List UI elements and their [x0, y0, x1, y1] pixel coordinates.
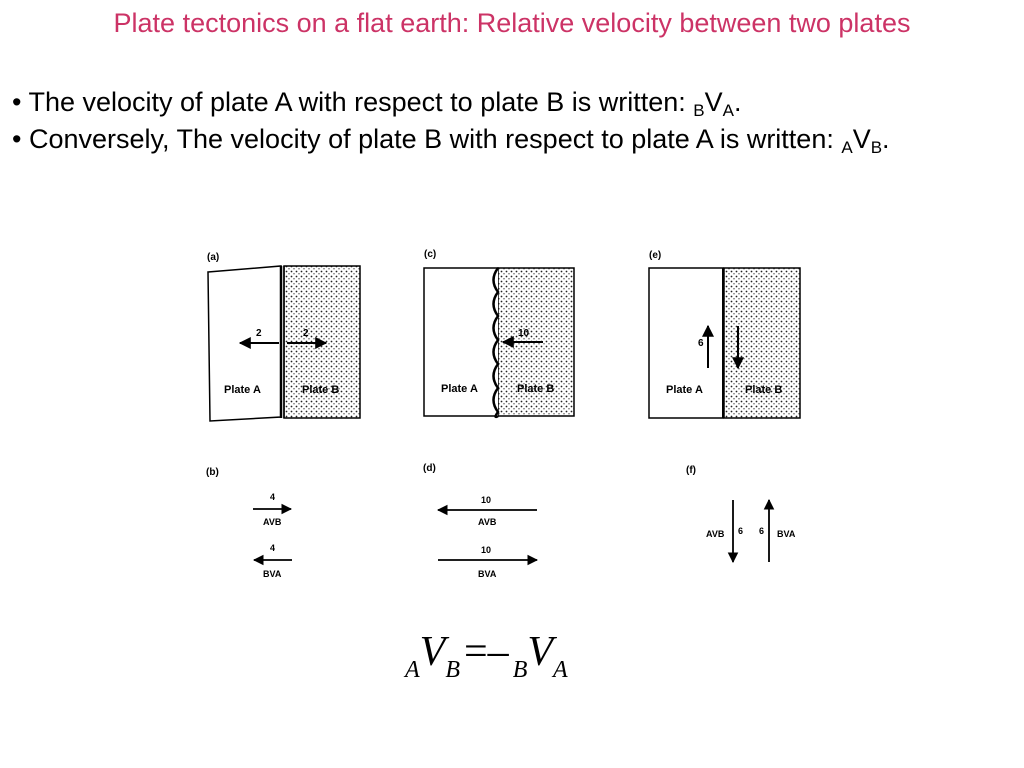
- panel-label: (b): [206, 467, 219, 478]
- vector-value: 10: [481, 495, 492, 505]
- panel-label: (f): [686, 465, 696, 476]
- vector-label: AVB: [263, 517, 282, 527]
- vector-value: 10: [481, 545, 492, 555]
- panel-a: [207, 252, 360, 421]
- arrow-value: 6: [698, 338, 704, 349]
- arrow-value: 2: [303, 328, 309, 339]
- panel-label: (e): [649, 250, 662, 261]
- plate-b-label: Plate B: [302, 384, 340, 396]
- plate-b-label: Plate B: [517, 383, 555, 395]
- bullet-2: • Conversely, The velocity of plate B with respect to plate A is written: $_AV_B$.: [12, 124, 890, 157]
- panel-label: (a): [207, 252, 220, 263]
- bullet-1: • The velocity of plate A with respect to plate B is written: $_BV_A$.: [12, 87, 742, 120]
- slide-title: Plate tectonics on a flat earth: Relative velocity between two plates: [113, 8, 911, 38]
- plate-b-label: Plate B: [745, 384, 783, 396]
- vector-value: 6: [759, 526, 765, 536]
- vector-value: 4: [270, 492, 276, 502]
- panel-f: [686, 465, 796, 562]
- panel-label: (d): [423, 463, 436, 474]
- vector-label: BVA: [777, 529, 796, 539]
- panel-d: [423, 463, 537, 579]
- vector-value: 4: [270, 543, 276, 553]
- vector-value: 6: [738, 526, 744, 536]
- plate-a-label: Plate A: [441, 383, 478, 395]
- vector-label: BVA: [478, 569, 497, 579]
- vector-label: AVB: [706, 529, 725, 539]
- plate-a-label: Plate A: [224, 384, 261, 396]
- panel-label: (c): [424, 249, 437, 260]
- plate-a-label: Plate A: [666, 384, 703, 396]
- vector-label: AVB: [478, 517, 497, 527]
- arrow-value: 10: [518, 328, 530, 339]
- panel-e: [649, 250, 800, 418]
- velocity-equation: $_AV_B=-$ $_BV_A$: [405, 629, 568, 683]
- vector-label: BVA: [263, 569, 282, 579]
- panel-c: [424, 249, 574, 417]
- panel-b: [206, 467, 292, 579]
- arrow-value: 2: [256, 328, 262, 339]
